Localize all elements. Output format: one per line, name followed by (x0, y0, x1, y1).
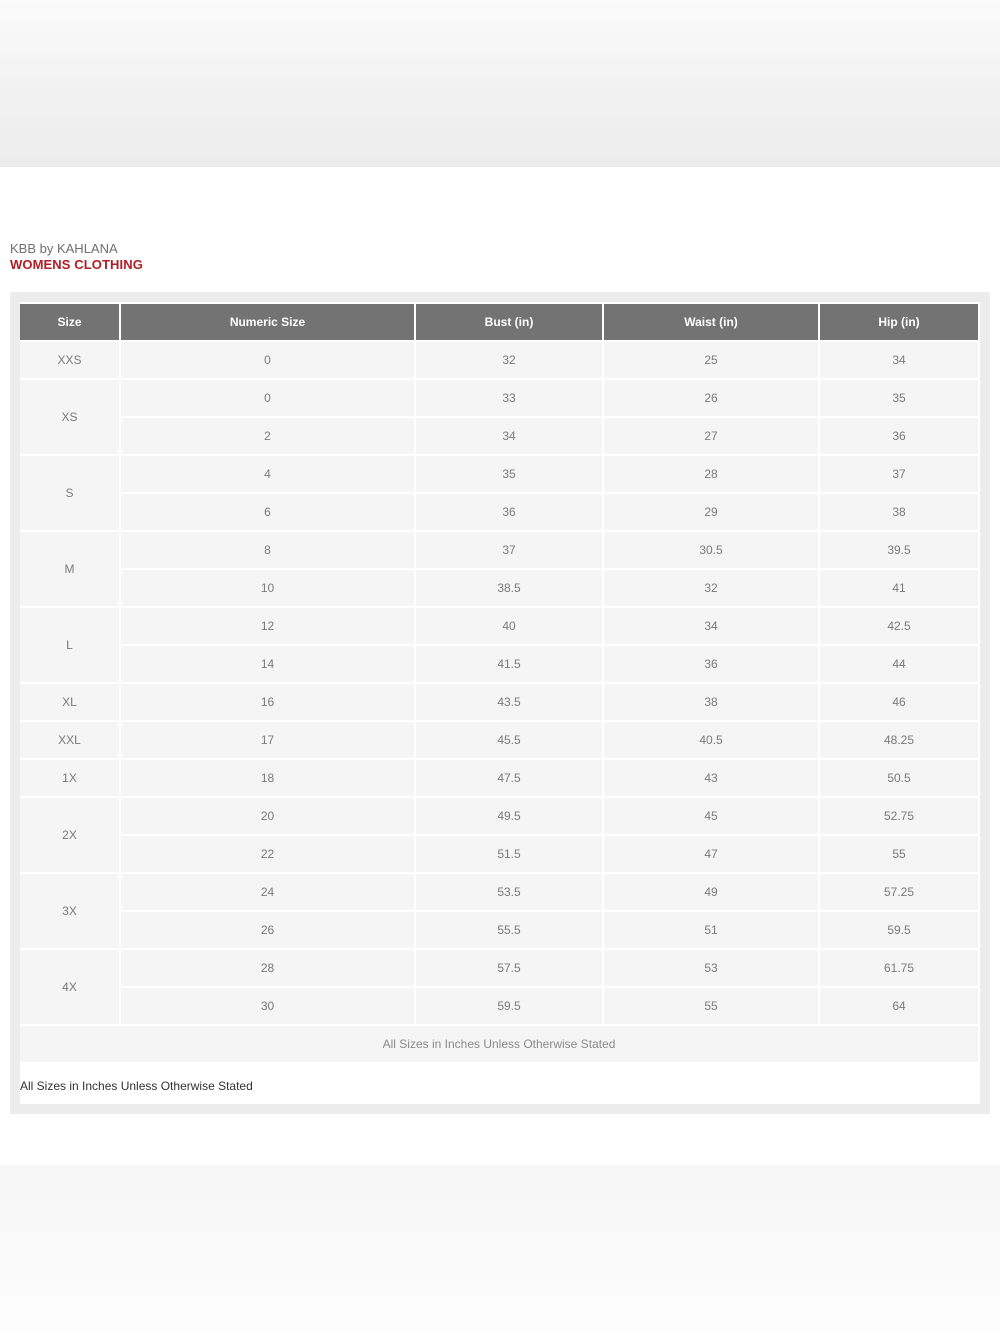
size-label-cell: 2X (20, 798, 119, 872)
size-label-cell: S (20, 456, 119, 530)
hip-cell: 34 (820, 342, 978, 378)
waist-cell: 36 (604, 646, 818, 682)
table-row (20, 760, 978, 796)
numeric-size-cell: 18 (121, 760, 414, 796)
table-row (20, 608, 978, 644)
numeric-size-cell: 10 (121, 570, 414, 606)
numeric-size-cell: 0 (121, 342, 414, 378)
numeric-size-cell: 6 (121, 494, 414, 530)
bust-cell: 47.5 (416, 760, 602, 796)
table-row (20, 646, 978, 682)
hip-cell: 42.5 (820, 608, 978, 644)
size-label-cell: M (20, 532, 119, 606)
waist-cell: 30.5 (604, 532, 818, 568)
size-label-cell: XXL (20, 722, 119, 758)
hip-cell: 59.5 (820, 912, 978, 948)
table-note: All Sizes in Inches Unless Otherwise Stated (20, 1026, 978, 1062)
numeric-size-cell: 16 (121, 684, 414, 720)
header-waist: Waist (in) (604, 304, 818, 340)
size-label-cell: XL (20, 684, 119, 720)
hip-cell: 48.25 (820, 722, 978, 758)
bust-cell: 51.5 (416, 836, 602, 872)
table-row (20, 950, 978, 986)
waist-cell: 53 (604, 950, 818, 986)
numeric-size-cell: 4 (121, 456, 414, 492)
hip-cell: 52.75 (820, 798, 978, 834)
header-bust: Bust (in) (416, 304, 602, 340)
size-label-cell: 4X (20, 950, 119, 1024)
bust-cell: 41.5 (416, 646, 602, 682)
brand-name: KBB by KAHLANA (10, 241, 118, 256)
hip-cell: 50.5 (820, 760, 978, 796)
hip-cell: 61.75 (820, 950, 978, 986)
waist-cell: 43 (604, 760, 818, 796)
table-row (20, 836, 978, 872)
table-body (20, 342, 978, 1024)
waist-cell: 32 (604, 570, 818, 606)
bust-cell: 45.5 (416, 722, 602, 758)
waist-cell: 49 (604, 874, 818, 910)
hip-cell: 39.5 (820, 532, 978, 568)
numeric-size-cell: 24 (121, 874, 414, 910)
size-chart-table (18, 302, 980, 1064)
numeric-size-cell: 2 (121, 418, 414, 454)
hip-cell: 64 (820, 988, 978, 1024)
bottom-blurred-band (0, 1165, 1000, 1333)
bust-cell: 36 (416, 494, 602, 530)
chart-subtitle: WOMENS CLOTHING (10, 257, 143, 272)
numeric-size-cell: 12 (121, 608, 414, 644)
table-row (20, 380, 978, 416)
waist-cell: 38 (604, 684, 818, 720)
bust-cell: 38.5 (416, 570, 602, 606)
hip-cell: 37 (820, 456, 978, 492)
waist-cell: 28 (604, 456, 818, 492)
waist-cell: 29 (604, 494, 818, 530)
bust-cell: 40 (416, 608, 602, 644)
size-label-cell: 1X (20, 760, 119, 796)
bust-cell: 55.5 (416, 912, 602, 948)
table-row (20, 494, 978, 530)
waist-cell: 34 (604, 608, 818, 644)
table-row (20, 456, 978, 492)
footer-note: All Sizes in Inches Unless Otherwise Stated (20, 1079, 253, 1093)
waist-cell: 51 (604, 912, 818, 948)
table-row (20, 532, 978, 568)
numeric-size-cell: 30 (121, 988, 414, 1024)
bust-cell: 49.5 (416, 798, 602, 834)
table-row (20, 418, 978, 454)
table-header-row (20, 304, 978, 340)
waist-cell: 55 (604, 988, 818, 1024)
bust-cell: 59.5 (416, 988, 602, 1024)
bust-cell: 57.5 (416, 950, 602, 986)
bust-cell: 53.5 (416, 874, 602, 910)
waist-cell: 45 (604, 798, 818, 834)
table-row (20, 874, 978, 910)
numeric-size-cell: 28 (121, 950, 414, 986)
waist-cell: 27 (604, 418, 818, 454)
table-row (20, 342, 978, 378)
hip-cell: 38 (820, 494, 978, 530)
table-row (20, 798, 978, 834)
bust-cell: 43.5 (416, 684, 602, 720)
size-label-cell: 3X (20, 874, 119, 948)
numeric-size-cell: 8 (121, 532, 414, 568)
table-row (20, 988, 978, 1024)
bust-cell: 32 (416, 342, 602, 378)
numeric-size-cell: 14 (121, 646, 414, 682)
numeric-size-cell: 22 (121, 836, 414, 872)
bust-cell: 33 (416, 380, 602, 416)
hip-cell: 36 (820, 418, 978, 454)
size-label-cell: XXS (20, 342, 119, 378)
waist-cell: 47 (604, 836, 818, 872)
table-row (20, 912, 978, 948)
waist-cell: 40.5 (604, 722, 818, 758)
table-row (20, 722, 978, 758)
size-label-cell: XS (20, 380, 119, 454)
hip-cell: 57.25 (820, 874, 978, 910)
size-label-cell: L (20, 608, 119, 682)
waist-cell: 25 (604, 342, 818, 378)
table-row (20, 570, 978, 606)
bust-cell: 37 (416, 532, 602, 568)
header-hip: Hip (in) (820, 304, 978, 340)
numeric-size-cell: 0 (121, 380, 414, 416)
hip-cell: 41 (820, 570, 978, 606)
table-row (20, 684, 978, 720)
hip-cell: 46 (820, 684, 978, 720)
bust-cell: 35 (416, 456, 602, 492)
hip-cell: 44 (820, 646, 978, 682)
table-note-row (20, 1026, 978, 1062)
hip-cell: 35 (820, 380, 978, 416)
hip-cell: 55 (820, 836, 978, 872)
bust-cell: 34 (416, 418, 602, 454)
header-size: Size (20, 304, 119, 340)
waist-cell: 26 (604, 380, 818, 416)
header-numeric-size: Numeric Size (121, 304, 414, 340)
numeric-size-cell: 17 (121, 722, 414, 758)
top-blurred-band (0, 0, 1000, 167)
numeric-size-cell: 20 (121, 798, 414, 834)
numeric-size-cell: 26 (121, 912, 414, 948)
